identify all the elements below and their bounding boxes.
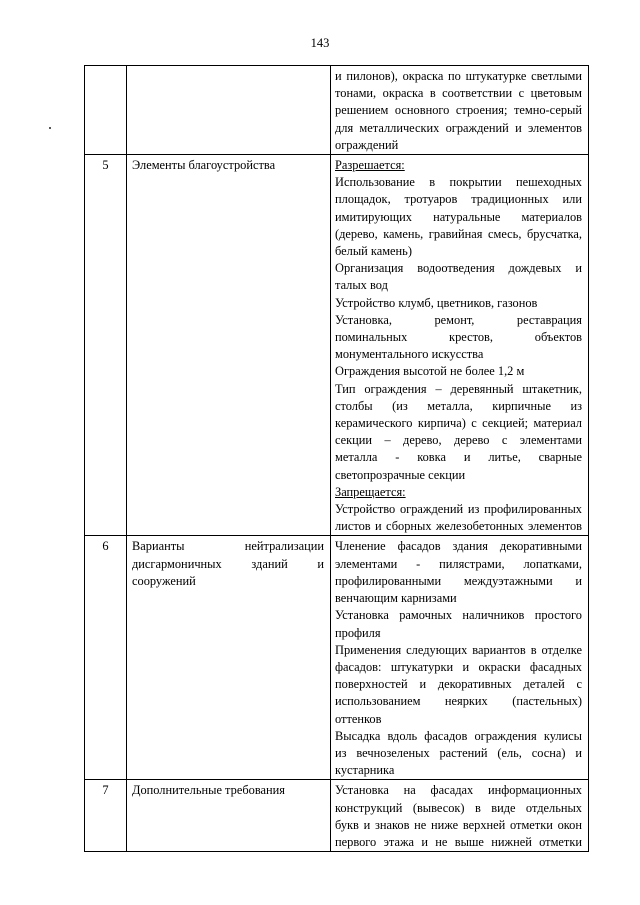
text-line: поверхностей и декоративных деталей с (335, 677, 582, 692)
text-line: сооружений (132, 573, 196, 588)
text-line: венчающим карнизами (335, 591, 457, 606)
text-line: Устройство клумб, цветников, газонов (335, 295, 538, 310)
requirements-cell (331, 155, 589, 536)
text-line: элементами - пилястрами, лопатками, (335, 556, 582, 571)
text-line: Варианты нейтрализации (132, 539, 324, 554)
text-line: фасадов: штукатурки и окраски фасадных (335, 659, 582, 674)
text-line: первого этажа и не выше нижней отметки (335, 834, 582, 849)
table-row (85, 536, 589, 780)
text-line: решением основного строения; темно-серый (335, 103, 582, 118)
requirements-cell (331, 66, 589, 155)
text-line: белый камень) (335, 244, 412, 259)
text-line: Ограждения высотой не более 1,2 м (335, 364, 525, 379)
element-name-cell (127, 66, 331, 155)
text-line: секции – дерево, дерево с элементами (335, 433, 582, 448)
text-line: Использование в покрытии пешеходных (335, 175, 582, 190)
table-row (85, 780, 589, 852)
row-number-cell (85, 66, 127, 155)
regulations-table (84, 65, 589, 852)
text-line: (дерево, камень, гравийная смесь, брусчатка, (335, 226, 582, 241)
text-line: столбы (из металла, кирпичные из (335, 398, 582, 413)
text-line: букв и знаков не ниже верхней отметки окон (335, 817, 582, 832)
text-line: Применения следующих вариантов в отделке (335, 642, 582, 657)
text-line: площадок, тротуаров традиционных или (335, 192, 582, 207)
text-line: из вечнозеленых растений (ель, сосна) и (335, 745, 582, 760)
text-line: оттенков (335, 711, 382, 726)
text-line: имитирующих натуральные материалов (335, 209, 582, 224)
text-line: для металлических ограждений и элементов (335, 120, 582, 135)
text-line: Организация водоотведения дождевых и (335, 261, 582, 276)
text-line: поминальных крестов, объектов (335, 330, 582, 345)
row-number-cell: 6 (85, 536, 127, 780)
text-line: Установка на фасадах информационных (335, 783, 582, 798)
text-line: керамического кирпича) с секцией; материал (335, 416, 582, 431)
text-line: Высадка вдоль фасадов ограждения кулисы (335, 728, 582, 743)
element-name-cell (127, 536, 331, 780)
table-row (85, 66, 589, 155)
text-line: Членение фасадов здания декоративными (335, 539, 582, 554)
text-line: дисгармоничных зданий и (132, 556, 324, 571)
text-line: светопрозрачные секции (335, 467, 466, 482)
text-line: ограждений (335, 137, 399, 152)
text-line: Дополнительные требования (132, 783, 285, 798)
text-line: монументального искусства (335, 347, 484, 362)
requirements-cell (331, 536, 589, 780)
table-body (85, 66, 589, 852)
text-line: Тип ограждения – деревянный штакетник, (335, 381, 582, 396)
section-heading: Запрещается: (335, 484, 406, 499)
text-line: Установка рамочных наличников простого (335, 608, 582, 623)
row-number-cell: 7 (85, 780, 127, 852)
text-line: кустарника (335, 763, 395, 778)
text-line: Устройство ограждений из профилированных (335, 502, 582, 517)
table-row (85, 155, 589, 536)
page-number: 143 (310, 36, 330, 50)
text-line: использованием неярких (пастельных) (335, 694, 582, 709)
section-heading: Разрешается: (335, 158, 405, 173)
text-line: тонами, окраска в соответствии с цветовым (335, 86, 582, 101)
text-line: и пилонов), окраска по штукатурке светлыми (335, 69, 582, 83)
text-line: листов и сборных железобетонных элементов (335, 519, 582, 534)
element-name-cell (127, 780, 331, 852)
text-line: талых вод (335, 278, 388, 293)
text-line: Элементы благоустройства (132, 158, 276, 173)
text-line: профиля (335, 625, 381, 640)
element-name-cell (127, 155, 331, 536)
text-line: Установка, ремонт, реставрация (335, 312, 582, 327)
text-line: металла - ковка и литье, сварные (335, 450, 582, 465)
text-line: конструкций (вывесок) в виде отдельных (335, 800, 582, 815)
row-number-cell: 5 (85, 155, 127, 536)
scan-speck (49, 127, 51, 129)
requirements-cell (331, 780, 589, 852)
text-line: профилированными междуэтажными и (335, 573, 582, 588)
